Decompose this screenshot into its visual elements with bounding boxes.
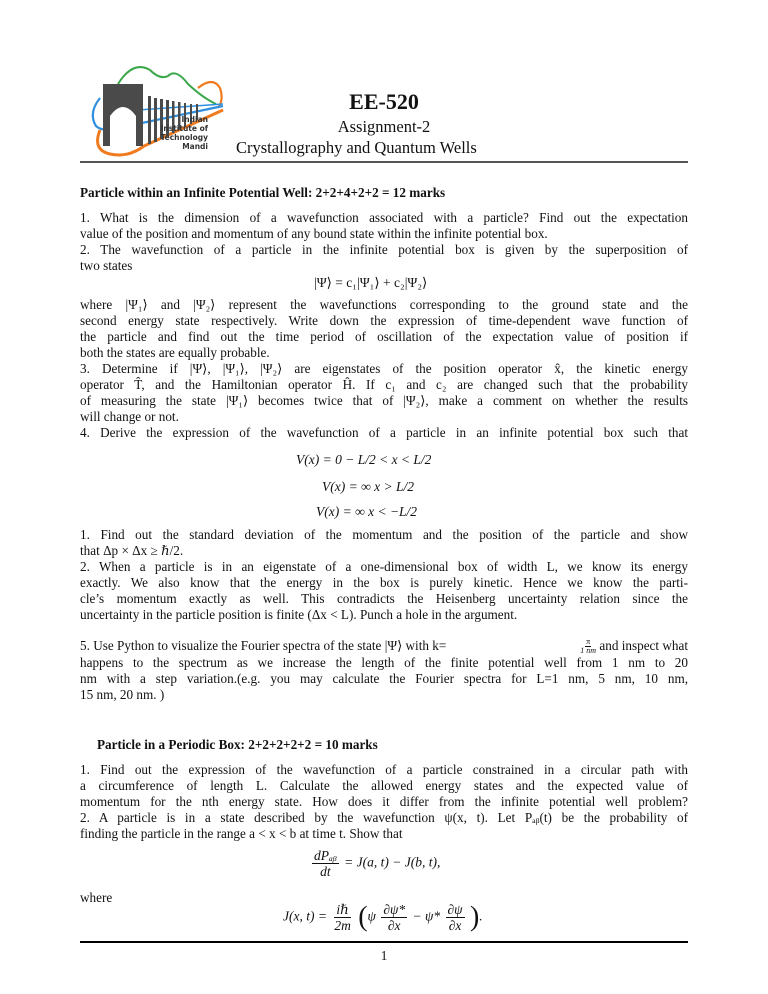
question-line: finding the particle in the range a < x < b at time t. Show that — [80, 826, 403, 841]
eq-j-coef-den: 2m — [334, 918, 351, 933]
logo-text: Indian — [181, 115, 208, 124]
k-fraction-num: π — [586, 638, 591, 646]
course-title: EE-520 — [349, 89, 419, 114]
question-line: 1. Find out the standard deviation of the momentum and the position of the particle and show — [80, 527, 688, 542]
eq-dp-num: dPₐᵦ — [314, 848, 337, 863]
question-line: happens to the spectrum as we increase the length of the finite potential well from 1 nm to 20 — [80, 655, 688, 670]
question-line: where — [80, 890, 113, 905]
assignment-title: Assignment-2 — [337, 117, 431, 136]
eq-j-lhs: J(x, t) = — [283, 908, 327, 924]
question-line: 3. Determine if |Ψ⟩, |Ψ₁⟩, |Ψ₂⟩ are eigenstates of the position operator x̂, the kinetic energy — [80, 361, 688, 376]
current-definition-equation: J(x, t) = $\frac{\text{iℏ}}{2m}$ (ψ $\frac{\partial\psi*}{\partial x}$ − ψ* $\frac{\partial\psi}{\partial x}$ ). — [283, 901, 483, 933]
logo-text: Institute of — [160, 124, 208, 133]
section2-heading: Particle in a Periodic Box: 2+2+2+2+2 = 10 marks — [97, 737, 378, 752]
question-line: 1. Find out the expression of the wavefunction of a particle constrained in a circular path with — [80, 762, 688, 777]
k-fraction — [580, 638, 596, 656]
question-line-q5 — [80, 638, 688, 656]
potential-equation: V(x) = 0 − L/2 < x < L/2 — [296, 452, 432, 467]
question-line: cle’s momentum exactly as well. This contradicts the Heisenberg uncertainty relation since the — [80, 591, 688, 606]
question-line: a circumference of length L. Calculate the allowed energy states and the expected value of — [80, 778, 688, 793]
page-number: 1 — [380, 948, 388, 963]
eq-j-term: ψ — [367, 908, 376, 924]
section1-heading: Particle within an Infinite Potential Well: 2+2+4+2+2 = 12 marks — [80, 185, 446, 200]
question-line: of measuring the state |Ψ₁⟩ becomes twice that of |Ψ₂⟩, make a comment on whether the results — [80, 393, 688, 408]
question-line: 1. What is the dimension of a wavefunction associated with a particle? Find out the expectation — [80, 210, 688, 225]
question-line: 2. The wavefunction of a particle in the infinite potential box is given by the superposition of — [80, 242, 688, 257]
eq-j-term: − ψ* — [412, 908, 441, 924]
logo-text: Mandi — [182, 142, 208, 151]
question-line: two states — [80, 258, 133, 273]
question-line: exactly. We also know that the energy in the box is purely kinetic. Hence we know the parti- — [80, 575, 688, 590]
eq-j-f2-den: ∂x — [448, 918, 462, 933]
question-line: second energy state respectively. Write down the expression of time-dependent wave function of — [80, 313, 688, 328]
question-line: 2. A particle is in a state described by the wavefunction ψ(x, t). Let Pₐᵦ(t) be the probability of — [80, 810, 688, 825]
k-fraction-den: 1 nm — [580, 646, 597, 655]
question-line: the particle and find out the time period of oscillation of the expectation value of position if — [80, 329, 688, 344]
eq-j-coef-num: iℏ — [336, 902, 349, 917]
eq-j-f2-num: ∂ψ — [447, 902, 463, 917]
question-line: uncertainty in the particle position is finite (Δx < L). Punch a hole in the argument. — [80, 607, 518, 622]
question-line: 2. When a particle is in an eigenstate of a one-dimensional box of width L, we know its energy — [80, 559, 688, 574]
probability-current-equation — [310, 848, 440, 879]
question-line: 15 nm, 20 nm. ) — [80, 687, 165, 702]
question-line: nm with a step variation.(e.g. you may calculate the Fourier spectra for L=1 nm, 5 nm, 10 nm, — [80, 671, 688, 686]
q5-text: 5. Use Python to visualize the Fourier spectra of the state |Ψ⟩ with k= — [80, 638, 447, 653]
question-line: momentum for the nth energy state. How does it differ from the infinite potential well problem? — [80, 794, 688, 809]
iit-mandi-logo — [88, 58, 238, 166]
question-line: value of the position and momentum of any bound state within the infinite potential box. — [80, 226, 548, 241]
q5-text: and inspect what — [596, 638, 688, 653]
question-line: operator T̂, and the Hamiltonian operator Ĥ. If c₁ and c₂ are changed such that the probability — [80, 377, 688, 392]
logo-text: Technology — [160, 133, 208, 142]
header-rule — [80, 161, 688, 163]
eq-j-end: . — [479, 908, 483, 924]
eq-dp-den: dt — [320, 864, 331, 879]
potential-equation: V(x) = ∞ x < −L/2 — [316, 504, 418, 519]
question-line: will change or not. — [80, 409, 179, 424]
superposition-equation: |Ψ⟩ = c₁|Ψ₁⟩ + c₂|Ψ₂⟩ — [314, 275, 428, 290]
question-line: both the states are equally probable. — [80, 345, 270, 360]
footer-rule — [80, 941, 688, 943]
potential-equation: V(x) = ∞ x > L/2 — [322, 479, 414, 494]
question-line: 4. Derive the expression of the wavefunction of a particle in an infinite potential box such that — [80, 425, 688, 440]
eq-dp-rhs: = J(a, t) − J(b, t), — [344, 854, 441, 870]
question-line: where |Ψ₁⟩ and |Ψ₂⟩ represent the wavefunctions corresponding to the ground state and the — [80, 297, 688, 312]
eq-j-f1-den: ∂x — [387, 918, 401, 933]
topic-title: Crystallography and Quantum Wells — [236, 138, 477, 157]
eq-j-f1-num: ∂ψ* — [383, 902, 406, 917]
question-line: that Δp × Δx ≥ ℏ/2. — [80, 543, 184, 558]
